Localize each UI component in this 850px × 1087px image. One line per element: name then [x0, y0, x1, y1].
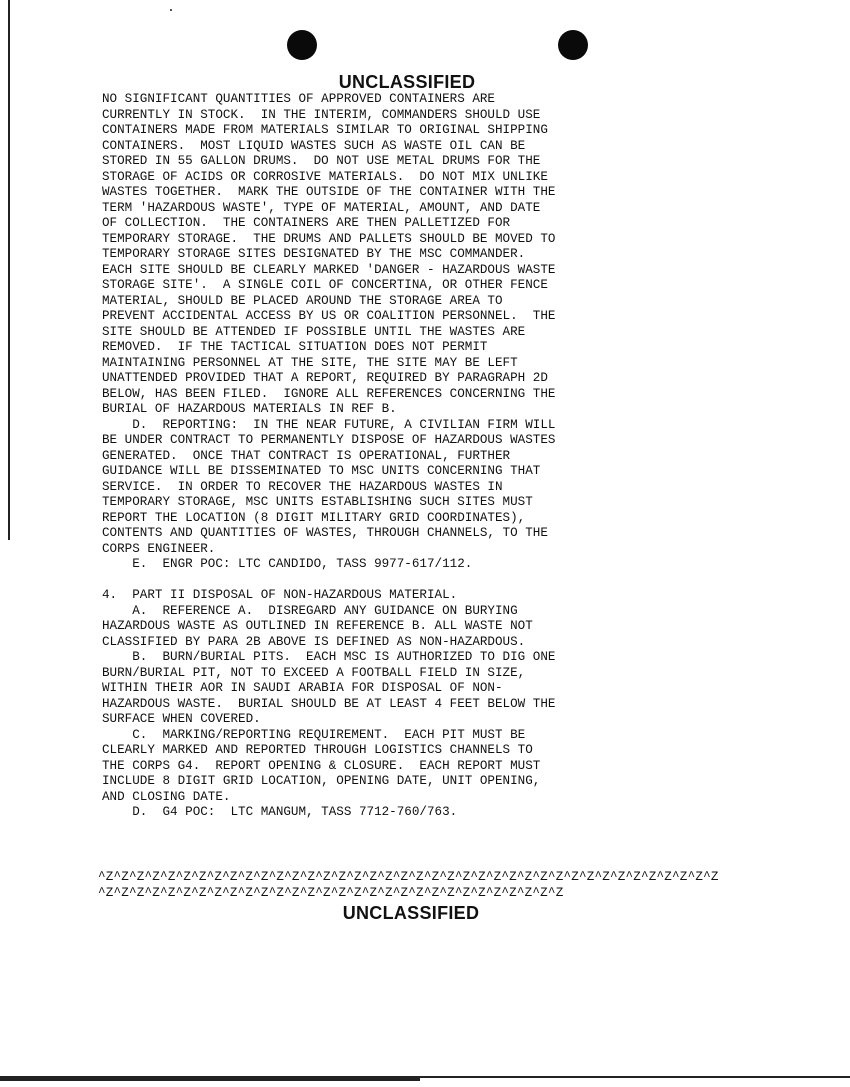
body-line: AND CLOSING DATE. — [102, 789, 231, 804]
body-line: TEMPORARY STORAGE. THE DRUMS AND PALLETS SHOULD BE MOVED TO — [102, 231, 556, 246]
body-line: GUIDANCE WILL BE DISSEMINATED TO MSC UNITS CONCERNING THAT — [102, 464, 541, 478]
body-line: BELOW, HAS BEEN FILED. IGNORE ALL REFERENCES CONCERNING THE — [102, 386, 556, 401]
body-line: EACH SITE SHOULD BE CLEARLY MARKED 'DANGER - HAZARDOUS WASTE — [102, 262, 556, 277]
body-line: GENERATED. ONCE THAT CONTRACT IS OPERATIONAL, FURTHER — [102, 448, 511, 463]
punch-hole-left — [287, 30, 317, 60]
body-line: SITE SHOULD BE ATTENDED IF POSSIBLE UNTIL THE WASTES ARE — [102, 324, 526, 339]
body-line: CONTENTS AND QUANTITIES OF WASTES, THROUGH CHANNELS, TO THE — [102, 526, 548, 540]
body-line: C. MARKING/REPORTING REQUIREMENT. EACH PIT MUST BE — [102, 727, 526, 742]
body-line — [102, 573, 842, 589]
body-line: E. ENGR POC: LTC CANDIDO, TASS 9977-617/112. — [102, 557, 473, 571]
body-line: TEMPORARY STORAGE SITES DESIGNATED BY THE MSC COMMANDER. — [102, 247, 526, 261]
classification-header: UNCLASSIFIED — [338, 72, 476, 92]
body-line: WITHIN THEIR AOR IN SAUDI ARABIA FOR DISPOSAL OF NON- — [102, 681, 503, 695]
body-line: BURN/BURIAL PIT, NOT TO EXCEED A FOOTBALL FIELD IN SIZE, — [102, 665, 526, 680]
body-line: D. REPORTING: IN THE NEAR FUTURE, A CIVILIAN FIRM WILL — [102, 417, 556, 432]
body-line: OF COLLECTION. THE CONTAINERS ARE THEN PALLETIZED FOR — [102, 216, 511, 230]
terminator-line-2: ^Z^Z^Z^Z^Z^Z^Z^Z^Z^Z^Z^Z^Z^Z^Z^Z^Z^Z^Z^Z^Z^Z^Z^Z^Z^Z^Z^Z^Z^Z — [98, 886, 564, 900]
body-line: 4. PART II DISPOSAL OF NON-HAZARDOUS MATERIAL. — [102, 588, 458, 602]
body-line: UNATTENDED PROVIDED THAT A REPORT, REQUIRED BY PARAGRAPH 2D — [102, 371, 548, 385]
bottom-rule-thick — [0, 1078, 420, 1081]
body-line: B. BURN/BURIAL PITS. EACH MSC IS AUTHORIZED TO DIG ONE — [102, 650, 556, 664]
body-line: HAZARDOUS WASTE AS OUTLINED IN REFERENCE B. ALL WASTE NOT — [102, 619, 533, 633]
body-line: HAZARDOUS WASTE. BURIAL SHOULD BE AT LEAST 4 FEET BELOW THE — [102, 696, 556, 711]
classification-footer: UNCLASSIFIED — [342, 903, 480, 923]
body-line: CURRENTLY IN STOCK. IN THE INTERIM, COMMANDERS SHOULD USE — [102, 107, 541, 122]
body-line: CORPS ENGINEER. — [102, 541, 216, 556]
body-line: WASTES TOGETHER. MARK THE OUTSIDE OF THE CONTAINER WITH THE — [102, 185, 556, 199]
body-line: TEMPORARY STORAGE, MSC UNITS ESTABLISHING SUCH SITES MUST — [102, 495, 533, 509]
body-line: SERVICE. IN ORDER TO RECOVER THE HAZARDOUS WASTES IN — [102, 479, 503, 494]
body-line: STORED IN 55 GALLON DRUMS. DO NOT USE METAL DRUMS FOR THE — [102, 154, 541, 168]
body-line: A. REFERENCE A. DISREGARD ANY GUIDANCE ON BURYING — [102, 603, 518, 618]
body-line: INCLUDE 8 DIGIT GRID LOCATION, OPENING DATE, UNIT OPENING, — [102, 774, 541, 788]
body-line: CONTAINERS MADE FROM MATERIALS SIMILAR TO ORIGINAL SHIPPING — [102, 123, 548, 137]
scan-speck — [170, 9, 172, 11]
body-line: PREVENT ACCIDENTAL ACCESS BY US OR COALITION PERSONNEL. THE — [102, 309, 556, 323]
body-line: CLASSIFIED BY PARA 2B ABOVE IS DEFINED AS NON-HAZARDOUS. — [102, 634, 526, 649]
punch-hole-right — [558, 30, 588, 60]
body-line: CONTAINERS. MOST LIQUID WASTES SUCH AS WASTE OIL CAN BE — [102, 138, 526, 153]
body-line: MAINTAINING PERSONNEL AT THE SITE, THE SITE MAY BE LEFT — [102, 355, 518, 370]
body-line: SURFACE WHEN COVERED. — [102, 712, 261, 726]
body-line: CLEARLY MARKED AND REPORTED THROUGH LOGISTICS CHANNELS TO — [102, 743, 533, 757]
body-line: STORAGE SITE'. A SINGLE COIL OF CONCERTINA, OR OTHER FENCE — [102, 278, 548, 292]
body-line: D. G4 POC: LTC MANGUM, TASS 7712-760/763. — [102, 805, 458, 819]
body-line: REMOVED. IF THE TACTICAL SITUATION DOES NOT PERMIT — [102, 340, 488, 354]
body-line: BE UNDER CONTRACT TO PERMANENTLY DISPOSE OF HAZARDOUS WASTES — [102, 433, 556, 447]
body-line: MATERIAL, SHOULD BE PLACED AROUND THE STORAGE AREA TO — [102, 293, 503, 308]
body-line: NO SIGNIFICANT QUANTITIES OF APPROVED CONTAINERS ARE — [102, 92, 495, 106]
body-line: TERM 'HAZARDOUS WASTE', TYPE OF MATERIAL, AMOUNT, AND DATE — [102, 200, 541, 215]
body-line: BURIAL OF HAZARDOUS MATERIALS IN REF B. — [102, 402, 397, 416]
body-line: THE CORPS G4. REPORT OPENING & CLOSURE. EACH REPORT MUST — [102, 758, 541, 773]
document-body — [102, 92, 842, 821]
body-line: REPORT THE LOCATION (8 DIGIT MILITARY GRID COORDINATES), — [102, 510, 526, 525]
terminator-line-1: ^Z^Z^Z^Z^Z^Z^Z^Z^Z^Z^Z^Z^Z^Z^Z^Z^Z^Z^Z^Z^Z^Z^Z^Z^Z^Z^Z^Z^Z^Z^Z^Z^Z^Z^Z^Z^Z^Z^Z^Z — [98, 870, 719, 884]
body-line: STORAGE OF ACIDS OR CORROSIVE MATERIALS. DO NOT MIX UNLIKE — [102, 169, 548, 184]
